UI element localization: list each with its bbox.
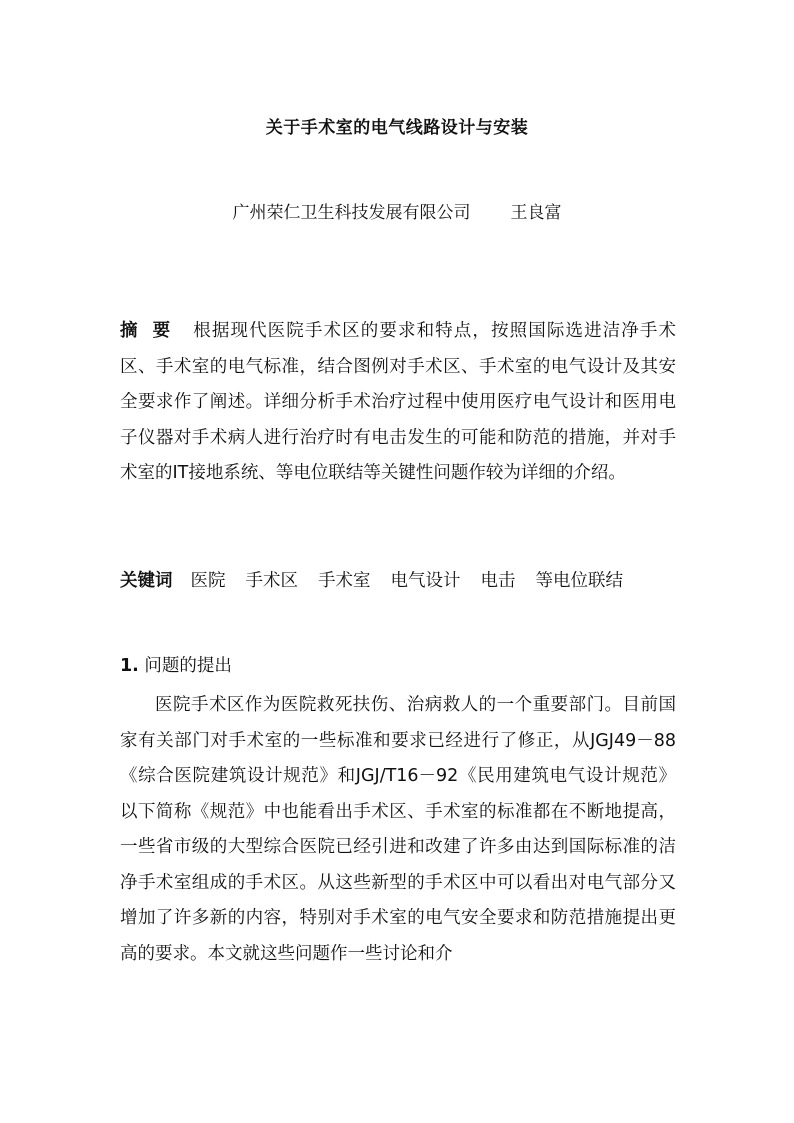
section-paragraph: 医院手术区作为医院救死扶伤、治病救人的一个重要部门。目前国家有关部门对手术室的一些标准和要求已经进行了修正，从JGJ49－88《综合医院建筑设计规范》和JGJ/T16－92《民用建筑电气设计规范》以下简称《规范》中也能看出手术区、手术室的标准都在不断地提高，一些省市级的大型综合医院已经引进和改建了许多由达到国际标准的洁净手术室组成的手术区。从这些新型的手术区中可以看出对电气部分又增加了许多新的内容，特别对手术室的电气安全要求和防范措施提出更高的要求。本文就这些问题作一些讨论和介 [120,695,676,964]
section-heading [120,649,232,684]
abstract-text: 根据现代医院手术区的要求和特点，按照国际选进洁净手术区、手术室的电气标准，结合图例对手术区、手术室的电气设计及其安全要求作了阐述。详细分析手术治疗过程中使用医疗电气设计和医用电子仪器对手术病人进行治疗时有电击发生的可能和防范的措施，并对手术室的IT接地系统、等电位联结等关键性问题作较为详细的介绍。 [120,321,677,483]
section-number: 1. [120,656,139,676]
section-title: 问题的提出 [144,656,232,676]
abstract-label: 摘要 [120,321,186,341]
keyword: 手术区 [245,571,298,591]
keyword: 电气设计 [390,571,461,591]
keyword: 等电位联结 [535,571,623,591]
document-title: 关于手术室的电气线路设计与安装 [265,118,529,138]
byline [0,198,794,223]
organization: 广州荣仁卫生科技发展有限公司 [232,203,471,223]
keyword: 手术室 [318,571,371,591]
keywords [120,564,676,599]
author: 王良富 [510,203,562,223]
keyword: 医院 [190,571,226,591]
abstract [120,314,676,492]
keywords-label: 关键词 [120,571,173,591]
keyword: 电击 [480,571,516,591]
